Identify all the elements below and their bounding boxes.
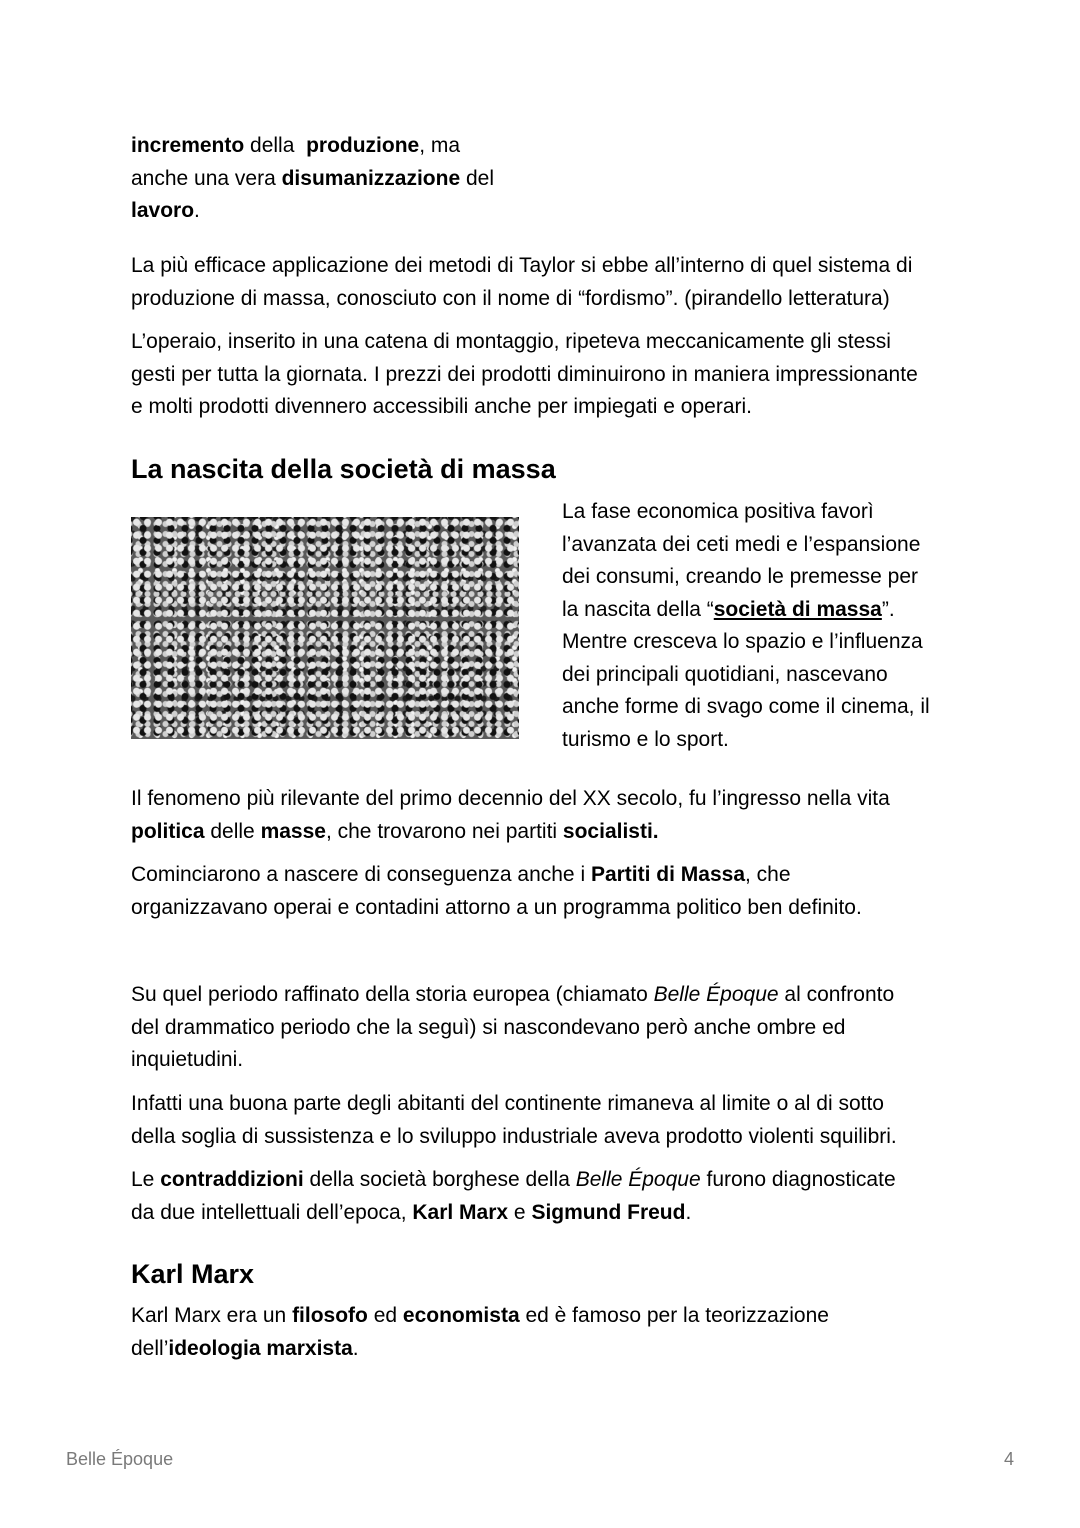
fenomeno-line-2: politica delle masse, che trovarono nei partiti socialisti. <box>131 819 659 843</box>
operaio-line-1: L’operaio, inserito in una catena di montaggio, ripeteva meccanicamente gli stessi <box>131 330 891 353</box>
intro-paragraph <box>131 130 951 228</box>
massa-line-7: anche forme di svago come il cinema, il <box>562 695 930 718</box>
heading-karl-marx: Karl Marx <box>131 1259 255 1289</box>
massa-line-5: Mentre cresceva lo spazio e l’influenza <box>562 630 923 653</box>
intro-line-3: lavoro. <box>131 199 200 222</box>
operaio-paragraph <box>131 326 951 424</box>
partiti-paragraph <box>131 859 951 924</box>
massa-line-3: dei consumi, creando le premesse per <box>562 565 919 588</box>
massa-line-8: turismo e lo sport. <box>562 727 729 751</box>
taylor-line-1: La più efficace applicazione dei metodi di Taylor si ebbe all’interno di quel sistema di <box>131 254 913 277</box>
belle-line-2: del drammatico periodo che la seguì) si nascondevano però anche ombre ed <box>131 1015 846 1039</box>
contraddizioni-paragraph <box>131 1164 951 1229</box>
belle-epoque-paragraph <box>131 979 951 1077</box>
massa-line-1: La fase economica positiva favorì <box>562 500 874 523</box>
fenomeno-line-1: Il fenomeno più rilevante del primo decennio del XX secolo, fu l’ingresso nella vita <box>131 787 890 810</box>
massa-line-6: dei principali quotidiani, nascevano <box>562 662 888 686</box>
taylor-paragraph <box>131 250 951 315</box>
heading-societa-di-massa: La nascita della società di massa <box>131 454 556 484</box>
fenomeno-paragraph <box>131 783 951 848</box>
marx-line-2: dell’ideologia marxista. <box>131 1336 359 1360</box>
belle-line-3: inquietudini. <box>131 1048 244 1071</box>
marx-line-1: Karl Marx era un filosofo ed economista ed è famoso per la teorizzazione <box>131 1304 829 1327</box>
massa-line-4: la nascita della “società di massa”. <box>562 597 895 621</box>
massa-line-2: l’avanzata dei ceti medi e l’espansione <box>562 532 921 556</box>
infatti-line-1: Infatti una buona parte degli abitanti del continente rimaneva al limite o al di sotto <box>131 1092 884 1115</box>
societa-di-massa-link: società di massa <box>713 597 882 621</box>
intro-line-2: anche una vera disumanizzazione del <box>131 166 494 190</box>
intro-line-1: incremento della produzione, ma <box>131 134 461 157</box>
belle-line-1: Su quel periodo raffinato della storia europea (chiamato Belle Époque al confronto <box>131 983 895 1006</box>
operaio-line-3: e molti prodotti divennero accessibili anche per impiegati e operari. <box>131 395 752 418</box>
crowd-photo <box>131 517 519 739</box>
marx-paragraph <box>131 1300 951 1365</box>
contraddizioni-line-2: da due intellettuali dell’epoca, Karl Marx e Sigmund Freud. <box>131 1200 692 1224</box>
contraddizioni-line-1: Le contraddizioni della società borghese della Belle Époque furono diagnosticate <box>131 1168 896 1191</box>
infatti-line-2: della soglia di sussistenza e lo sviluppo industriale aveva prodotto violenti squilibri. <box>131 1124 897 1148</box>
taylor-line-2: produzione di massa, conosciuto con il nome di “fordismo”. (pirandello letteratura) <box>131 286 890 310</box>
operaio-line-2: gesti per tutta la giornata. I prezzi dei prodotti diminuirono in maniera impressionante <box>131 362 918 386</box>
partiti-line-1: Cominciarono a nascere di conseguenza anche i Partiti di Massa, che <box>131 863 791 886</box>
page-number: 4 <box>1003 1449 1014 1469</box>
footer-title: Belle Époque <box>66 1449 174 1469</box>
partiti-line-2: organizzavano operai e contadini attorno a un programma politico ben definito. <box>131 895 862 919</box>
infatti-paragraph <box>131 1088 951 1153</box>
massa-paragraph <box>562 496 957 756</box>
